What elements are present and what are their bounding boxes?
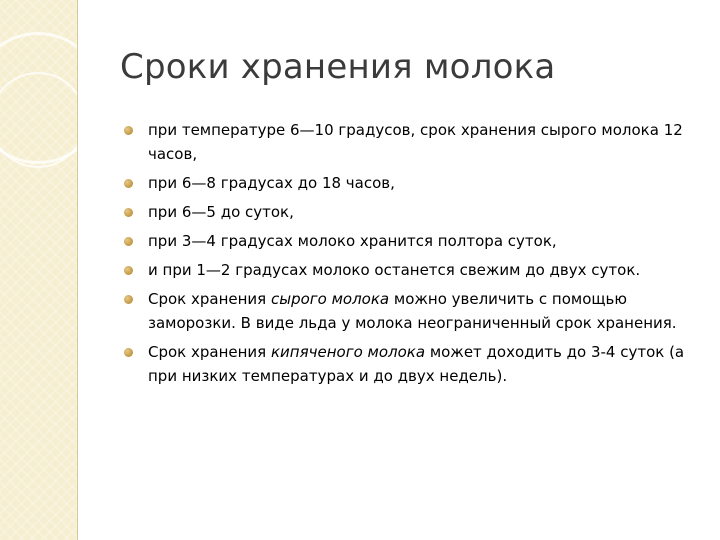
bullet-marker-icon xyxy=(124,295,133,304)
bullet-marker-icon xyxy=(124,208,133,217)
bullet-text: при 6—5 до суток, xyxy=(148,203,294,221)
bullet-marker-icon xyxy=(124,179,133,188)
bullet-marker-icon xyxy=(124,266,133,275)
bullet-text: при 3—4 градусах молоко хранится полтора суток, xyxy=(148,232,557,250)
bullet-text: при 6—8 градусах до 18 часов, xyxy=(148,174,395,192)
bullet-item xyxy=(148,171,693,195)
emphasis-text: кипяченого молока xyxy=(270,343,426,361)
bullet-marker-icon xyxy=(124,348,133,357)
bullet-list xyxy=(148,118,693,393)
bullet-item xyxy=(148,118,693,166)
bullet-item xyxy=(148,229,693,253)
bullet-text: и при 1—2 градусах молоко останется свежим до двух суток. xyxy=(148,261,641,279)
bullet-text: Срок хранения xyxy=(148,290,271,308)
bullet-marker-icon xyxy=(124,237,133,246)
decorative-circle xyxy=(0,72,78,168)
bullet-item xyxy=(148,258,693,282)
bullet-text: при температуре 6—10 градусов, срок хранения сырого молока 12 часов, xyxy=(148,121,683,163)
bullet-item xyxy=(148,287,693,335)
bullet-text: Срок хранения xyxy=(148,343,271,361)
bullet-marker-icon xyxy=(124,126,133,135)
decorative-side-panel xyxy=(0,0,78,540)
bullet-text: может доходить до 3-4 суток (а при низких температурах и до двух недель). xyxy=(148,343,685,385)
bullet-item xyxy=(148,200,693,224)
slide-title: Сроки хранения молока xyxy=(120,47,556,87)
bullet-item xyxy=(148,340,693,388)
emphasis-text: сырого молока xyxy=(270,290,390,308)
bullet-text: можно увеличить с помощью заморозки. В виде льда у молока неограниченный срок хранения. xyxy=(148,290,677,332)
